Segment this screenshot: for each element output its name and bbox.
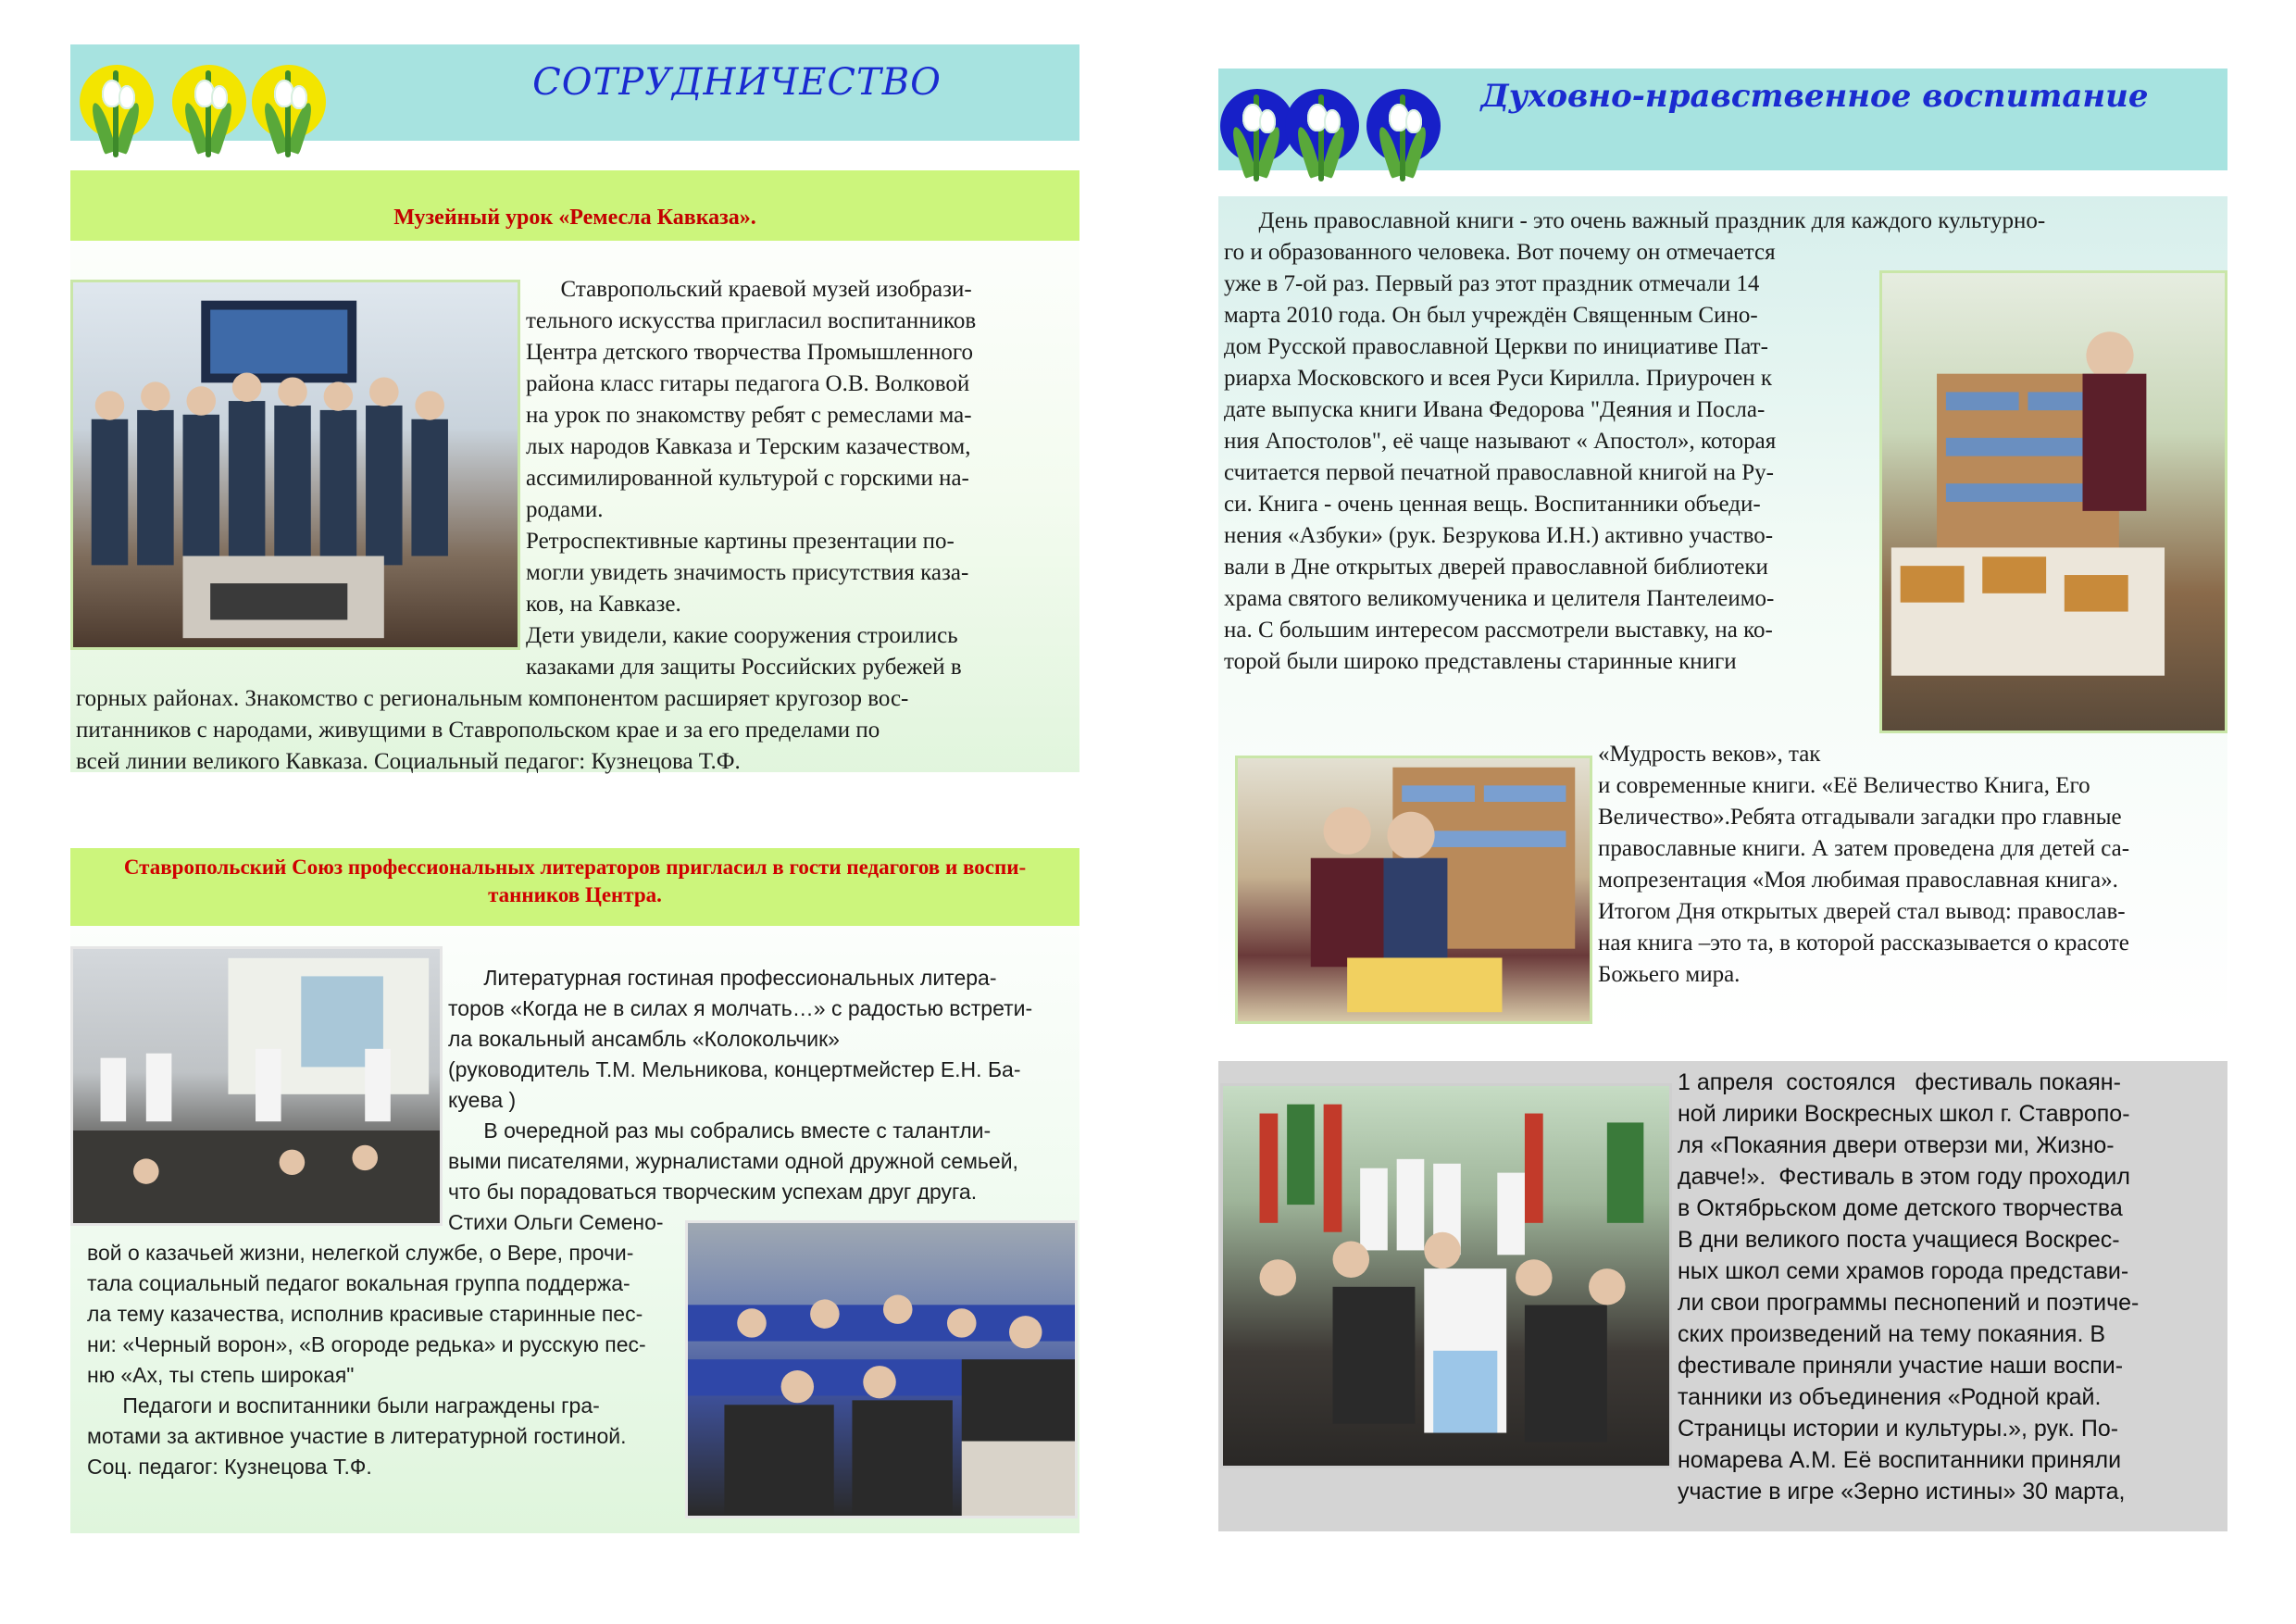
text-line: ния Апостолов", её чаще называют « Апостол», которая xyxy=(1224,429,1777,454)
text-line: района класс гитары педагога О.В. Волковой xyxy=(526,371,970,396)
text-line: лых народов Кавказа и Терским казачеством, xyxy=(526,434,971,459)
text-line: родами. xyxy=(526,497,604,522)
snowdrop-icon xyxy=(1220,89,1294,163)
text-line: (руководитель Т.М. Мельникова, концертмейстер Е.Н. Ба- xyxy=(448,1057,1021,1081)
text-line: тельного искусства пригласил воспитанников xyxy=(526,308,977,333)
text-line: ной лирики Воскресных школ г. Ставропо- xyxy=(1678,1101,2130,1127)
text-line: Страницы истории и культуры.», рук. По- xyxy=(1678,1416,2119,1442)
text-line: В очередной раз мы собрались вместе с талантли- xyxy=(448,1118,992,1143)
orthodox-book-text-right xyxy=(1598,739,2237,991)
text-line: марта 2010 года. Он был учреждён Священным Сино- xyxy=(1224,303,1758,328)
text-line: православные книги. А затем проведена для детей са- xyxy=(1598,836,2130,861)
text-line: ла тему казачества, исполнив красивые старинные пес- xyxy=(87,1302,643,1326)
text-line: Центра детского творчества Промышленного xyxy=(526,340,973,365)
audience-photo xyxy=(685,1220,1078,1518)
text-line: ных школ семи храмов города представи- xyxy=(1678,1258,2129,1284)
text-line: нения «Азбуки» (рук. Безрукова И.Н.) активно участво- xyxy=(1224,523,1774,548)
text-line: Дети увидели, какие сооружения строились xyxy=(526,623,958,648)
orthodox-book-text-top xyxy=(1224,206,2233,269)
heading-line: Ставропольский Союз профессиональных литераторов пригласил в гости педагогов и воспи- xyxy=(123,856,1027,879)
snowdrop-icon xyxy=(172,65,246,139)
text-line: танники из объединения «Родной край. xyxy=(1678,1384,2102,1410)
text-line: ских произведений на тему покаяния. В xyxy=(1678,1321,2106,1347)
vocal-ensemble-photo xyxy=(70,946,443,1226)
text-line: считается первой печатной православной книгой на Ру- xyxy=(1224,460,1774,485)
text-line: торов «Когда не в силах я молчать…» с радостью встрети- xyxy=(448,996,1033,1020)
text-line: горных районах. Знакомство с региональным компонентом расширяет кругозор вос- xyxy=(76,686,909,711)
text-line: «Мудрость веков», так xyxy=(1598,742,1821,767)
text-line: ню «Ах, ты степь широкая" xyxy=(87,1363,355,1387)
text-line: дате выпуска книги Ивана Федорова "Деяния и Посла- xyxy=(1224,397,1766,422)
text-line: ни: «Черный ворон», «В огороде редька» и русскую пес- xyxy=(87,1332,646,1356)
left-page-header xyxy=(70,44,1079,141)
text-line: Величество».Ребята отгадывали загадки про главные xyxy=(1598,805,2122,830)
text-line: 1 апреля состоялся фестиваль покаян- xyxy=(1678,1069,2121,1095)
text-line: номарева А.М. Её воспитанники приняли xyxy=(1678,1447,2122,1473)
text-line: и современные книги. «Её Величество Книга, Его xyxy=(1598,773,2090,798)
text-line: Божьего мира. xyxy=(1598,962,1741,987)
museum-lesson-text-right xyxy=(526,274,1081,683)
page-title: СОТРУДНИЧЕСТВО xyxy=(532,61,942,104)
text-line: что бы порадоваться творческим успехам друг друга. xyxy=(448,1180,978,1204)
text-line: на. С большим интересом рассмотрели выставку, на ко- xyxy=(1224,618,1773,643)
text-line: вали в Дне открытых дверей православной библиотеки xyxy=(1224,555,1768,580)
text-line: ла вокальный ансамбль «Колокольчик» xyxy=(448,1027,840,1051)
literary-lounge-text-mid-first xyxy=(448,1207,689,1238)
text-line: ассимилированной культурой с горскими на- xyxy=(526,466,969,491)
text-line: ли свои программы песнопений и поэтиче- xyxy=(1678,1290,2140,1316)
text-line: си. Книга - очень ценная вещь. Воспитанники объеди- xyxy=(1224,492,1761,517)
text-line: В дни великого поста учащиеся Воскрес- xyxy=(1678,1227,2120,1253)
literary-lounge-text-right xyxy=(448,963,1087,1207)
text-line: в Октябрьском доме детского творчества xyxy=(1678,1195,2123,1221)
text-line: Стихи Ольги Семено- xyxy=(448,1210,664,1234)
repentance-festival-text xyxy=(1678,1067,2233,1507)
text-line: ная книга –это та, в которой рассказывается о красоте xyxy=(1598,931,2129,956)
text-line: Итогом Дня открытых дверей стал вывод: православ- xyxy=(1598,899,2126,924)
text-line: дом Русской православной Церкви по инициативе Пат- xyxy=(1224,334,1768,359)
orthodox-book-text-left xyxy=(1224,269,1872,678)
text-line: риарха Московского и всея Руси Кирилла. Приурочен к xyxy=(1224,366,1773,391)
section-heading: Музейный урок «Ремесла Кавказа». xyxy=(393,206,756,230)
snowdrop-icon xyxy=(80,65,154,139)
library-children-photo xyxy=(1235,756,1592,1024)
snowdrop-icon xyxy=(252,65,326,139)
literary-lounge-text-mid xyxy=(87,1238,689,1482)
text-line: го и образованного человека. Вот почему он отмечается xyxy=(1224,240,1776,265)
text-line: ков, на Кавказе. xyxy=(526,592,681,617)
text-line: давче!». Фестиваль в этом году проходил xyxy=(1678,1164,2130,1190)
text-line: уже в 7-ой раз. Первый раз этот праздник отмечали 14 xyxy=(1224,271,1760,296)
page-title: Духовно-нравственное воспитание xyxy=(1480,78,2149,115)
text-line: могли увидеть значимость присутствия каза- xyxy=(526,560,969,585)
library-boy-photo xyxy=(1879,270,2227,733)
text-line: мотами за активное участие в литературной гостиной. xyxy=(87,1424,627,1448)
snowdrop-icon xyxy=(1366,89,1441,163)
text-line: День православной книги - это очень важный праздник для каждого культурно- xyxy=(1224,208,2046,233)
text-line: Педагоги и воспитанники были награждены гра- xyxy=(87,1393,600,1418)
text-line: храма святого великомученика и целителя Пантелеимо- xyxy=(1224,586,1775,611)
text-line: казаками для защиты Российских рубежей в xyxy=(526,655,962,680)
text-line: Ставропольский краевой музей изобрази- xyxy=(526,277,972,302)
text-line: вой о казачьей жизни, нелегкой службе, о Вере, прочи- xyxy=(87,1241,634,1265)
text-line: участие в игре «Зерно истины» 30 марта, xyxy=(1678,1479,2126,1505)
text-line: тала социальный педагог вокальная группа поддержа- xyxy=(87,1271,630,1295)
text-line: ля «Покаяния двери отверзи ми, Жизно- xyxy=(1678,1132,2115,1158)
text-line: всей линии великого Кавказа. Социальный педагог: Кузнецова Т.Ф. xyxy=(76,749,741,774)
text-line: Соц. педагог: Кузнецова Т.Ф. xyxy=(87,1455,372,1479)
text-line: торой были широко представлены старинные книги xyxy=(1224,649,1737,674)
heading-line: танников Центра. xyxy=(488,883,662,906)
text-line: фестивале приняли участие наши воспи- xyxy=(1678,1353,2124,1379)
festival-photo xyxy=(1220,1083,1672,1468)
text-line: мопрезентация «Моя любимая православная книга». xyxy=(1598,868,2118,893)
museum-lesson-text-full xyxy=(76,683,1085,778)
text-line: выми писателями, журналистами одной дружной семьей, xyxy=(448,1149,1018,1173)
text-line: на урок по знакомству ребят с ремеслами ма- xyxy=(526,403,972,428)
snowdrop-icon xyxy=(1285,89,1359,163)
museum-group-photo xyxy=(70,280,520,650)
text-line: питанников с народами, живущими в Ставропольском крае и за его пределами по xyxy=(76,718,880,743)
section-heading xyxy=(78,854,1072,909)
text-line: Ретроспективные картины презентации по- xyxy=(526,529,955,554)
text-line: куева ) xyxy=(448,1088,517,1112)
text-line: Литературная гостиная профессиональных литера- xyxy=(448,966,997,990)
